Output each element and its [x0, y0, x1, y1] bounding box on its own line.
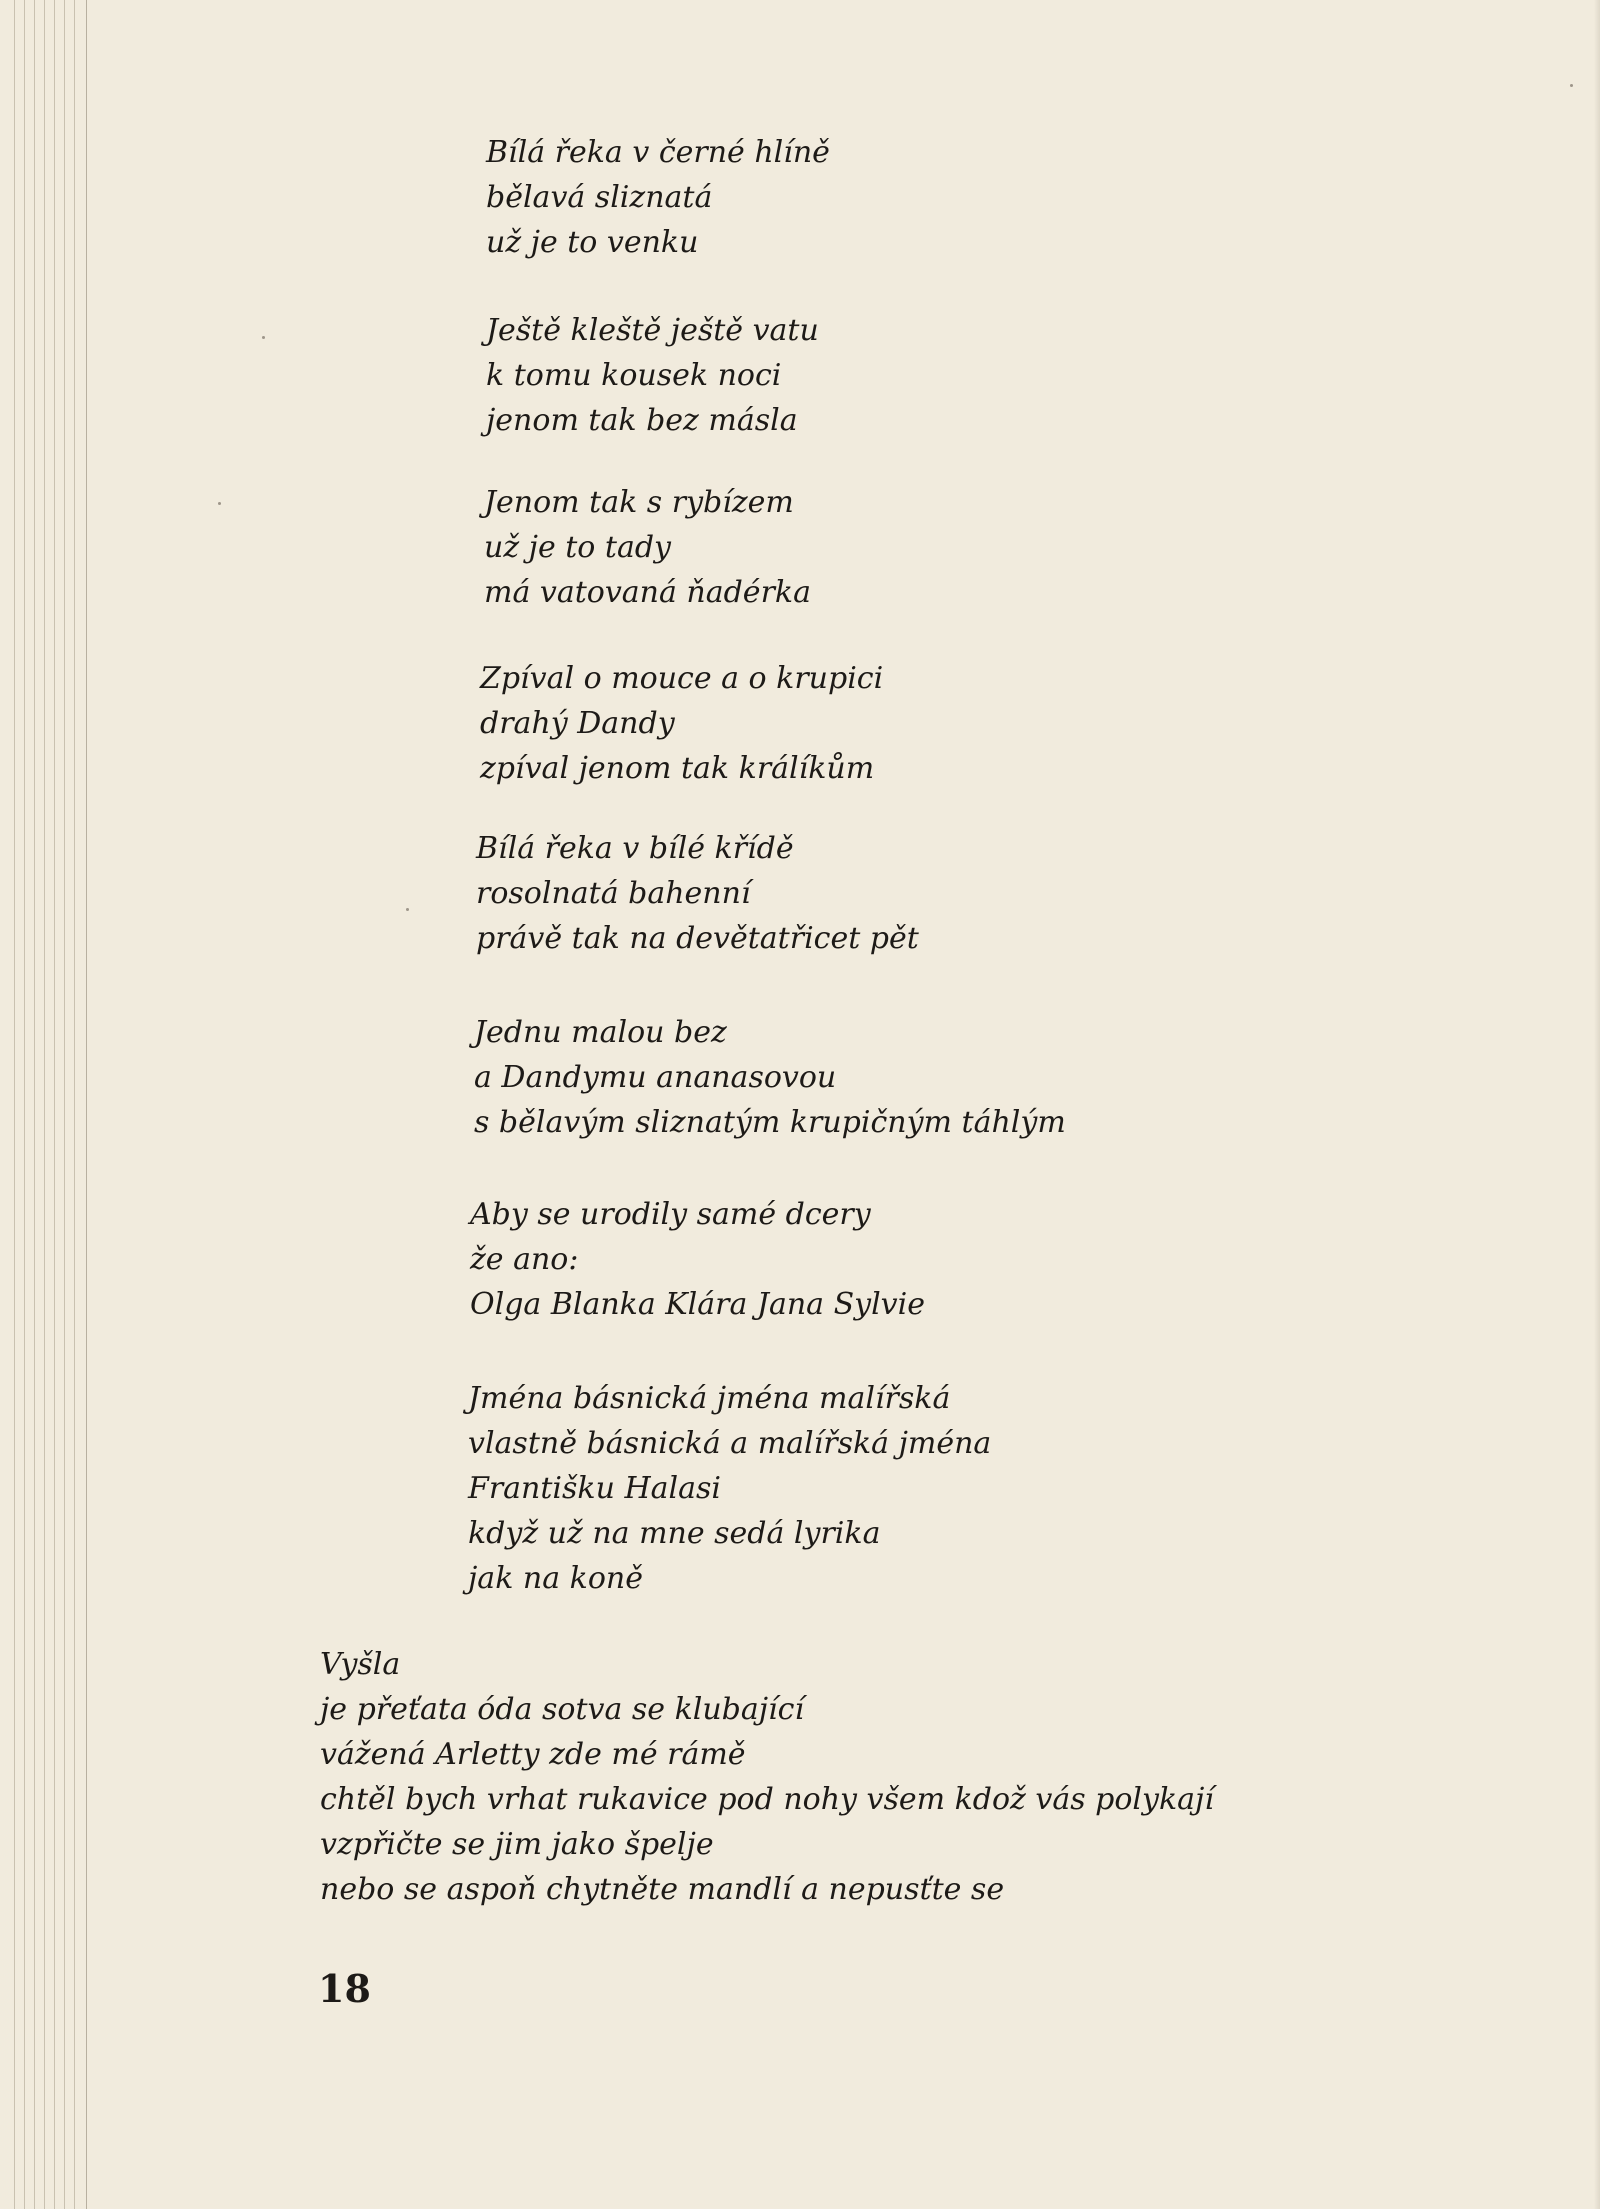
- poem-line: jenom tak bez másla: [486, 403, 798, 438]
- poem-line: Bílá řeka v bílé křídě: [476, 831, 794, 866]
- poem-line: a Dandymu ananasovou: [474, 1060, 837, 1095]
- poem-line: Aby se urodily samé dcery: [470, 1197, 871, 1232]
- poem-line: Jednu malou bez: [474, 1015, 727, 1050]
- poem-line: když už na mne sedá lyrika: [468, 1516, 881, 1551]
- stanza: [476, 826, 919, 961]
- poem-line: drahý Dandy: [480, 706, 675, 741]
- poem-line: jak na koně: [468, 1561, 643, 1596]
- poem-line: zpíval jenom tak králíkům: [480, 751, 875, 786]
- poem-line: už je to tady: [484, 530, 672, 565]
- paper-speck: [406, 908, 409, 911]
- stanza: [484, 480, 811, 615]
- poem-line: k tomu kousek noci: [486, 358, 782, 393]
- stanza: [480, 656, 883, 791]
- poem-line: s bělavým sliznatým krupičným táhlým: [474, 1105, 1066, 1140]
- paper-speck: [218, 502, 221, 505]
- stanza: [320, 1642, 1214, 1912]
- poem-line: Vyšla: [320, 1647, 401, 1682]
- page-edge-line: [54, 0, 55, 2209]
- page-edge-line: [34, 0, 35, 2209]
- page-number: 18: [318, 1966, 371, 2011]
- stanza: [474, 1010, 1066, 1145]
- stanza: [486, 308, 819, 443]
- stanza: [468, 1376, 991, 1601]
- poem-line: vážená Arletty zde mé rámě: [320, 1737, 746, 1772]
- stanza: [486, 130, 830, 265]
- poem-line: Jména básnická jména malířská: [468, 1381, 951, 1416]
- paper-speck: [262, 336, 265, 339]
- poem-line: právě tak na devětatřicet pět: [476, 921, 919, 956]
- page-edge-line: [74, 0, 75, 2209]
- poem-line: Bílá řeka v černé hlíně: [486, 135, 830, 170]
- stanza: [470, 1192, 925, 1327]
- poem-line: Olga Blanka Klára Jana Sylvie: [470, 1287, 925, 1322]
- paper-speck: [1570, 84, 1573, 87]
- poem-line: rosolnatá bahenní: [476, 876, 751, 911]
- page-edge-line: [86, 0, 87, 2209]
- page-edge-line: [24, 0, 25, 2209]
- poem-line: že ano:: [470, 1242, 579, 1277]
- page-edges: [0, 0, 100, 2209]
- poem-line: má vatovaná ňadérka: [484, 575, 811, 610]
- page-shadow: [1594, 0, 1600, 2209]
- poem-line: bělavá sliznatá: [486, 180, 713, 215]
- poem-line: vlastně básnická a malířská jména: [468, 1426, 992, 1461]
- page-edge-line: [14, 0, 15, 2209]
- poem-line: Jenom tak s rybízem: [484, 485, 794, 520]
- poem-line: Ještě kleště ještě vatu: [486, 313, 819, 348]
- poem-line: vzpřičte se jim jako špelje: [320, 1827, 714, 1862]
- poem-line: nebo se aspoň chytněte mandlí a nepusťte se: [320, 1872, 1005, 1907]
- poem-line: Zpíval o mouce a o krupici: [480, 661, 884, 696]
- poem-line: už je to venku: [486, 225, 699, 260]
- poem-line: je přeťata óda sotva se klubající: [320, 1692, 805, 1727]
- poem-line: chtěl bych vrhat rukavice pod nohy všem kdož vás polykají: [320, 1782, 1214, 1817]
- poem-line: Františku Halasi: [468, 1471, 721, 1506]
- page-edge-line: [44, 0, 45, 2209]
- page-edge-line: [64, 0, 65, 2209]
